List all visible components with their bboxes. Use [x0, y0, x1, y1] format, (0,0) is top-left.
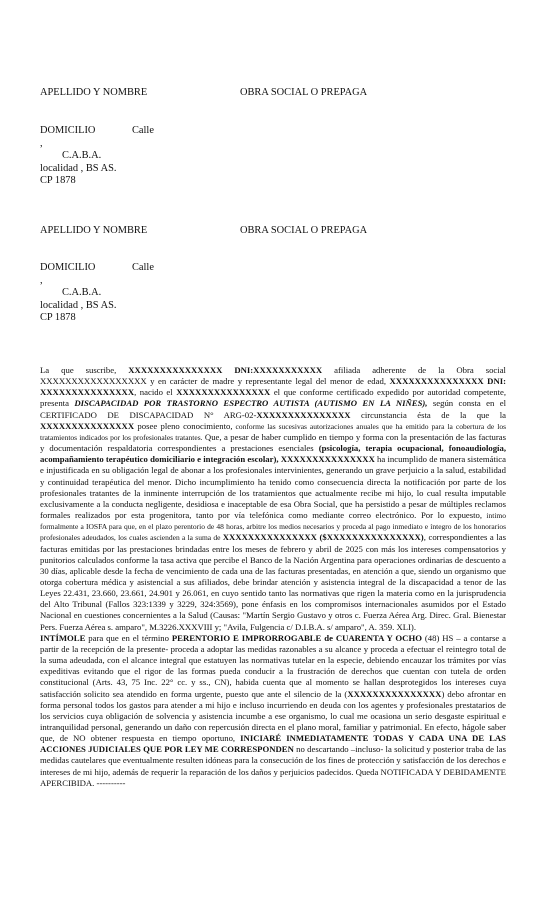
text-run-small: intimo formalmente a IOSFA para que, en el plazo perentorio de 48 horas, arbitre los medios necesarios y proceda al pago inmediato e íntegro de los honorarios profesionales adeudados, los cuales ascienden a la suma de	[40, 511, 506, 543]
text-run: , correspondientes a las facturas emitidas por las prestaciones brindadas entre los meses de febrero y abril de 2025 con más los intereses compensatorios y punitorios calculados conforme la tasa activa que percibe el Banco de la Nación Argentina para operaciones ordinarias de descuento a 30 días, aplicable desde la fecha de vencimiento de cada una de las facturas presentadas, en atención a que, siendo un organismo que otorga cobertura médica y asistencial a sus afiliados, debe brindar atención y asistencia integral de la discapacidad a tenor de las Leyes 22.431, 23.660, 23.661, 24.901 y 26.061, en cuyo sentido tanto las normativas que rigen la materia como en la jurisprudencia del Alto Tribunal (Fallos 323:1339 y 3229, 324:3569), pone énfasis en los compromisos internacionales asumidos por el Estado Nacional en cuestiones concernientes a la Salud (Causas: "Martín Sergio Gustavo y otros c. Fuerza Aérea Arg. Direc. Gral. Bienestar Pers. Fuerza Aérea s. amparo", M.3226.XXXVIII y; "Avila, Fulgencia c/ D.I.B.A. s/ amparo", A. 359. XLI).	[40, 532, 506, 632]
intimation-letter	[40, 365, 506, 789]
postal-code: CP 1878	[40, 175, 76, 187]
text-run: no descartando –incluso- la solicitud y posterior traba de las medidas cautelares que eventualmente resulten idóneas para la consecución de los fines de protección y satisfacción de los derechos e intereses de mi hijo, además de requerir la reparación de los daños y perjuicios padecidos. Queda NOTIFICADA Y DEBIDAMENTE APERCIBIDA. ----------	[40, 744, 506, 788]
sender-identity: XXXXXXXXXXXXXXX DNI:XXXXXXXXXXX	[128, 365, 323, 375]
text-run: Que, a pesar de haber cumplido en tiempo y forma con la presentación de las facturas y documentación respaldatoria correspondientes a prestaciones esenciales	[40, 431, 506, 454]
city-label: C.A.B.A.	[62, 287, 102, 299]
text-run: ) debo afrontar en forma personal todos los gastos para atender a mi hijo e incluso incurriendo en deuda con los agentes y profesionales prestatarios de los servicios cuya obligación de solvencia y asistencia incumbe a ese organismo, lo cual me ocasiona un serio desgaste espiritual e intranquilidad personal, generando un daño con repercusión directa en el plano moral, familiar y patrimonial. En efecto, hágole saber que, de NO obtener respuesta en tiempo oportuno,	[40, 688, 506, 744]
text-run: según consta en el CERTIFICADO DE DISCAPACIDAD N° ARG-02-	[40, 398, 506, 420]
name-label: APELLIDO Y NOMBRE	[40, 87, 148, 98]
domicilio-label: DOMICILIO	[40, 262, 96, 273]
certificate-number: XXXXXXXXXXXXXXX	[256, 409, 351, 420]
text-run-small: conforme las sucesivas autorizaciones anuales que ha emitido para la cobertura de los tratamientos indicados por los profesionales tratantes.	[40, 421, 507, 442]
calle-label: Calle	[132, 125, 154, 136]
services-list: (psicología, terapia ocupacional, fonoaudiología, acompañamiento terapéutico domiciliario e integración escolar), XXXXXXXXXXXXXXX	[40, 443, 506, 465]
text-run: (48) HS – a contarse a partir de la recepción de la presente- proceda a adoptar las medidas razonables a su alcance y proceda a efectuar el reintegro total de la suma adeudada, con el alcance integral que estatuyen las normativas tutelar en la especie, debiendo encauzar los trámites por vías expeditivas evitando que el rigor de las formas pueda conducir a la frustración de derechos que cuentan con tutela de orden constitucional (Arts. 43, 75 Inc. 22° cc. y ss., CN), habida cuenta que al momento se hallan desprotegidos los intereses cuya satisfacción solicito sea atendido en forma urgente, puesto que ante el silencio de la (	[40, 632, 507, 699]
text-run: , nacido el	[134, 387, 177, 398]
birth-date: XXXXXXXXXXXXXXX	[176, 387, 271, 398]
obra-social-label: OBRA SOCIAL O PREPAGA	[240, 87, 368, 98]
obra-social-name: XXXXXXXXXXXXXXX	[347, 688, 442, 699]
recipient-header-2	[40, 225, 510, 238]
text-run: afiliada adherente de la Obra social XXXXXXXXXXXXXXXXX y en carácter de madre y representante legal del menor de edad,	[40, 365, 506, 387]
diagnosis: DISCAPACIDAD POR TRASTORNO ESPECTRO AUTISTA (AUTISMO EN LA NIÑES),	[74, 398, 428, 409]
address-block-2	[40, 262, 510, 325]
localidad-label: localidad , BS AS.	[40, 299, 117, 311]
text-run: posee pleno conocimiento,	[134, 420, 233, 431]
text-run: ha incumplido de manera sistemática e injustificada en su obligación legal de abonar a los profesionales intervinientes, generando un grave perjuicio a la salud, estabilidad y continuidad terapéutica del menor. Dicho incumplimiento ha tenido como consecuencia directa la notificación por parte de los profesionales tratantes de la inminente interrupción de los tratamientos que actualmente recibe mi hijo, lo cual resulta imputable exclusivamente a la conducta negligente, desidiosa e inaceptable de esa Obra Social, que ha persistido a pesar de múltiples reclamos formales realizados por esta progenitora, tanto por vía telefónica como mediante correo electrónico. Por lo expuesto,	[40, 454, 506, 521]
postal-code: CP 1878	[40, 312, 76, 324]
text-run: el que conforme certificado expedido por autoridad competente, presenta	[40, 387, 506, 409]
text-run: para que en el término	[85, 632, 172, 643]
address-comma: ,	[40, 137, 43, 149]
text-run: circunstancia ésta de la que la	[350, 409, 506, 420]
obra-social-name: XXXXXXXXXXXXXXX	[40, 420, 135, 431]
obra-social-label: OBRA SOCIAL O PREPAGA	[240, 225, 368, 236]
name-label: APELLIDO Y NOMBRE	[40, 225, 148, 236]
deadline: PERENTORIO E IMPRORROGABLE de CUARENTA Y OCHO	[171, 632, 422, 643]
address-comma: ,	[40, 274, 43, 286]
letter-paragraph-2	[40, 633, 506, 789]
text-run: La que suscribe,	[40, 365, 129, 375]
intimation-keyword: INTÍMOLE	[40, 632, 86, 643]
recipient-header-1	[40, 87, 510, 100]
minor-identity: XXXXXXXXXXXXXXX DNI: XXXXXXXXXXXXXXX	[40, 376, 506, 398]
legal-action-warning: INICIARÉ INMEDIATAMENTE TODAS Y CADA UNA DE LAS ACCIONES JUDICIALES QUE POR LEY ME CORRESPONDEN	[40, 733, 506, 755]
address-block-1	[40, 125, 510, 188]
amount-owed: XXXXXXXXXXXXXXX ($XXXXXXXXXXXXXXX)	[222, 532, 424, 543]
domicilio-label: DOMICILIO	[40, 125, 96, 136]
calle-label: Calle	[132, 262, 154, 273]
letter-paragraph-1	[40, 365, 506, 633]
city-label: C.A.B.A.	[62, 150, 102, 162]
localidad-label: localidad , BS AS.	[40, 162, 117, 174]
